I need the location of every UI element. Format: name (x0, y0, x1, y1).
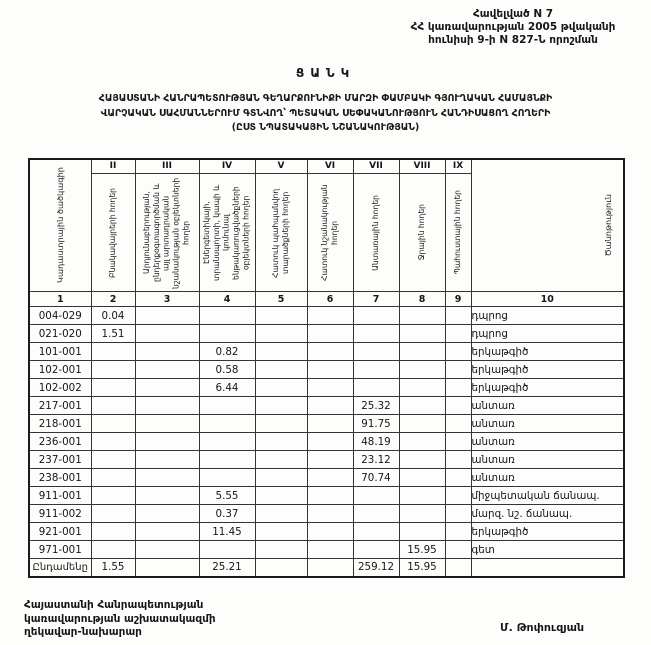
row-value (91, 433, 135, 451)
header-category-ix (445, 159, 471, 292)
signatory-line-3: ղեկավար-նախարար (24, 626, 142, 638)
row-cadastral-code: 021-020 (29, 325, 91, 343)
col-num-1: 1 (29, 292, 91, 307)
total-note (471, 559, 624, 577)
total-col-9 (445, 559, 471, 577)
row-value (445, 451, 471, 469)
row-value (91, 541, 135, 559)
signatory-line-1: Հայաստանի Հանրապետության (24, 599, 204, 611)
row-value (199, 325, 255, 343)
row-value (399, 433, 445, 451)
header-category-iii (135, 159, 199, 292)
row-value (445, 433, 471, 451)
row-value: 0.82 (199, 343, 255, 361)
row-value (135, 505, 199, 523)
row-note: անտառ (471, 433, 624, 451)
numeral-viii: VIII (400, 160, 445, 174)
row-value (307, 451, 353, 469)
row-value (255, 487, 307, 505)
category-header-row (29, 159, 624, 292)
row-value (307, 433, 353, 451)
row-value (353, 325, 399, 343)
col-num-3: 3 (135, 292, 199, 307)
row-value (399, 361, 445, 379)
row-note: միջպետական ճանապ. (471, 487, 624, 505)
row-value (255, 451, 307, 469)
row-value (135, 361, 199, 379)
row-value: 15.95 (399, 541, 445, 559)
row-cadastral-code: 236-001 (29, 433, 91, 451)
row-value: 6.44 (199, 379, 255, 397)
row-note: երկաթգիծ (471, 379, 624, 397)
row-value (91, 469, 135, 487)
total-col-4: 25.21 (199, 559, 255, 577)
row-note: երկաթգիծ (471, 343, 624, 361)
row-value (255, 505, 307, 523)
row-cadastral-code: 218-001 (29, 415, 91, 433)
total-col-3 (135, 559, 199, 577)
signatory-line-2: կառավարության աշխատակազմի (24, 612, 216, 625)
row-value (353, 505, 399, 523)
row-value: 91.75 (353, 415, 399, 433)
label-water-lands: Ջրային հողեր (417, 204, 427, 261)
numeral-ix: IX (446, 160, 471, 174)
numeral-vii: VII (354, 160, 399, 174)
row-value (399, 487, 445, 505)
row-value (255, 343, 307, 361)
table-row (29, 325, 624, 343)
land-category-table (28, 158, 625, 578)
row-value: 48.19 (353, 433, 399, 451)
row-value (353, 487, 399, 505)
subtitle-line-2: ՎԱՐՉԱԿԱՆ ՍԱՀՄԱՆՆԵՐՈՒՄ ԳՏՆՎՈՂ՝ ՊԵՏԱԿԱՆ ՍԵՓԱԿԱՆՈՒԹՅՈՒՆ ՀԱՆԴԻՍԱՑՈՂ ՀՈՂԵՐԻ (100, 107, 551, 119)
row-value (135, 487, 199, 505)
row-value (445, 397, 471, 415)
col-num-9: 9 (445, 292, 471, 307)
row-note: անտառ (471, 469, 624, 487)
row-value (399, 451, 445, 469)
col-num-10: 10 (471, 292, 624, 307)
label-special-purpose-lands: Հատուկ նշանակության հողեր (320, 184, 339, 281)
row-value (307, 469, 353, 487)
row-note: գետ (471, 541, 624, 559)
row-note: դպրոց (471, 307, 624, 325)
row-value (255, 397, 307, 415)
row-cadastral-code: 102-001 (29, 361, 91, 379)
row-value (91, 451, 135, 469)
row-cadastral-code: 217-001 (29, 397, 91, 415)
row-value: 25.32 (353, 397, 399, 415)
table-row (29, 505, 624, 523)
numeral-v: V (256, 160, 307, 174)
row-note: երկաթգիծ (471, 523, 624, 541)
row-cadastral-code: 971-001 (29, 541, 91, 559)
row-note: անտառ (471, 415, 624, 433)
row-note: դպրոց (471, 325, 624, 343)
col-num-2: 2 (91, 292, 135, 307)
row-value (91, 343, 135, 361)
row-note: մարզ. նշ. ճանապ. (471, 505, 624, 523)
header-category-v (255, 159, 307, 292)
row-value (399, 325, 445, 343)
row-value (135, 379, 199, 397)
row-cadastral-code: 102-002 (29, 379, 91, 397)
table-row (29, 379, 624, 397)
table-row (29, 397, 624, 415)
row-value (199, 433, 255, 451)
row-value: 70.74 (353, 469, 399, 487)
row-value (307, 307, 353, 325)
table-row (29, 469, 624, 487)
total-label: Ընդամենը (29, 559, 91, 577)
row-note: երկաթգիծ (471, 361, 624, 379)
label-forest-lands: Անտառային հողեր (371, 194, 381, 271)
row-cadastral-code: 238-001 (29, 469, 91, 487)
row-value: 0.58 (199, 361, 255, 379)
row-value (445, 325, 471, 343)
subtitle-line-3: (ԸՍՏ ՆՊԱՏԱԿԱՅԻՆ ՆՇԱՆԱԿՈՒԹՅԱՆ) (231, 122, 420, 133)
row-value (255, 325, 307, 343)
row-value (445, 307, 471, 325)
row-value (135, 451, 199, 469)
row-value (199, 541, 255, 559)
row-cadastral-code: 237-001 (29, 451, 91, 469)
row-cadastral-code: 921-001 (29, 523, 91, 541)
numeral-iii: III (136, 160, 199, 174)
header-category-vii (353, 159, 399, 292)
row-value (199, 451, 255, 469)
row-value (307, 379, 353, 397)
row-cadastral-code: 004-029 (29, 307, 91, 325)
total-col-7: 259.12 (353, 559, 399, 577)
header-category-ii (91, 159, 135, 292)
row-value (399, 343, 445, 361)
row-value (445, 469, 471, 487)
row-value (199, 415, 255, 433)
row-value (135, 307, 199, 325)
row-value (135, 541, 199, 559)
row-value (307, 505, 353, 523)
document-subtitle (0, 92, 651, 136)
row-value (255, 379, 307, 397)
row-value (307, 397, 353, 415)
label-residential-lands: Բնակավայրերի հողեր (108, 187, 118, 278)
row-value (353, 343, 399, 361)
row-value (445, 541, 471, 559)
row-value (445, 343, 471, 361)
annex-reference-block (385, 8, 641, 47)
numeral-vi: VI (308, 160, 353, 174)
table-row (29, 541, 624, 559)
header-category-viii (399, 159, 445, 292)
row-value (135, 343, 199, 361)
numeral-iv: IV (200, 160, 255, 174)
row-value (255, 541, 307, 559)
table-row (29, 415, 624, 433)
row-value (307, 523, 353, 541)
row-value (399, 505, 445, 523)
row-value (399, 415, 445, 433)
row-value (255, 469, 307, 487)
header-category-vi (307, 159, 353, 292)
row-value (91, 379, 135, 397)
header-cadastral-code (29, 159, 91, 292)
row-value (307, 361, 353, 379)
land-table-container (28, 158, 625, 578)
col-num-6: 6 (307, 292, 353, 307)
label-industrial-lands: Արդյունաբերության, ընդերքօգտագործման և այլ արտադրական նշանակության օբյեկտների հողեր (142, 176, 191, 289)
note-column-label: Ծանոթություն (603, 193, 614, 257)
signatory-title-block (24, 599, 216, 640)
table-body (29, 307, 624, 559)
row-value: 11.45 (199, 523, 255, 541)
row-value: 23.12 (353, 451, 399, 469)
row-value: 1.51 (91, 325, 135, 343)
row-value (307, 541, 353, 559)
table-row (29, 361, 624, 379)
row-cadastral-code: 911-001 (29, 487, 91, 505)
row-value (135, 433, 199, 451)
total-row (29, 559, 624, 577)
row-value: 0.37 (199, 505, 255, 523)
label-reserve-lands: Պահուստային հողեր (453, 190, 463, 275)
row-value (399, 379, 445, 397)
table-row (29, 451, 624, 469)
row-value (353, 523, 399, 541)
row-value (445, 505, 471, 523)
row-note: անտառ (471, 397, 624, 415)
row-value (91, 397, 135, 415)
row-value (307, 487, 353, 505)
label-infrastructure-lands: Էներգետիկայի, տրանսպորտի, կապի և կոմունալ ենթակառուցվածքների օբյեկտների հողեր (202, 184, 251, 281)
row-value (445, 361, 471, 379)
row-cadastral-code: 911-002 (29, 505, 91, 523)
row-value (353, 307, 399, 325)
row-value (255, 433, 307, 451)
row-value (199, 469, 255, 487)
row-value (445, 379, 471, 397)
col-num-4: 4 (199, 292, 255, 307)
row-value (91, 505, 135, 523)
column-number-row (29, 292, 624, 307)
row-value (255, 361, 307, 379)
table-row (29, 523, 624, 541)
row-value (353, 361, 399, 379)
row-note: անտառ (471, 451, 624, 469)
total-col-6 (307, 559, 353, 577)
row-value (445, 415, 471, 433)
row-value (135, 523, 199, 541)
row-value: 5.55 (199, 487, 255, 505)
row-value (91, 487, 135, 505)
row-value (255, 307, 307, 325)
row-value (135, 469, 199, 487)
row-value (353, 541, 399, 559)
row-cadastral-code: 101-001 (29, 343, 91, 361)
row-value (135, 325, 199, 343)
header-category-iv (199, 159, 255, 292)
col-num-7: 7 (353, 292, 399, 307)
row-value (135, 415, 199, 433)
row-value (199, 397, 255, 415)
row-value (91, 361, 135, 379)
decree-government-line: ՀՀ կառավարության 2005 թվականի (410, 21, 616, 33)
row-value (399, 469, 445, 487)
row-value (307, 343, 353, 361)
cadastral-code-label: Կադաստրային ծածկագիր (54, 166, 65, 283)
header-note-column (471, 159, 624, 292)
table-row (29, 433, 624, 451)
document-title: ՑԱՆԿ (295, 66, 356, 80)
row-value (445, 487, 471, 505)
decree-date-line: հունիսի 9-ի N 827-Ն որոշման (428, 34, 598, 46)
label-protected-areas-lands: Հատուկ պահպանվող տարածքների հողեր (271, 187, 290, 278)
row-value (353, 379, 399, 397)
annex-number: Հավելված N 7 (472, 8, 554, 20)
col-num-8: 8 (399, 292, 445, 307)
row-value (399, 523, 445, 541)
total-col-2: 1.55 (91, 559, 135, 577)
numeral-ii: II (92, 160, 135, 174)
row-value (91, 415, 135, 433)
row-value (307, 325, 353, 343)
row-value (91, 523, 135, 541)
table-row (29, 307, 624, 325)
table-row (29, 343, 624, 361)
row-value (135, 397, 199, 415)
total-col-5 (255, 559, 307, 577)
table-row (29, 487, 624, 505)
col-num-5: 5 (255, 292, 307, 307)
row-value (399, 307, 445, 325)
total-col-8: 15.95 (399, 559, 445, 577)
row-value (199, 307, 255, 325)
row-value (255, 523, 307, 541)
row-value (307, 415, 353, 433)
subtitle-line-1: ՀԱՅԱՍՏԱՆԻ ՀԱՆՐԱՊԵՏՈՒԹՅԱՆ ԳԵՂԱՐՔՈՒՆԻՔԻ ՄԱՐԶԻ ՓԱՄԲԱԿԻ ԳՅՈՒՂԱԿԱՆ ՀԱՄԱՅՆՔԻ (98, 93, 553, 104)
row-value (399, 397, 445, 415)
row-value (445, 523, 471, 541)
signatory-name: Մ. Թոփուզյան (500, 621, 585, 634)
row-value (255, 415, 307, 433)
row-value: 0.04 (91, 307, 135, 325)
